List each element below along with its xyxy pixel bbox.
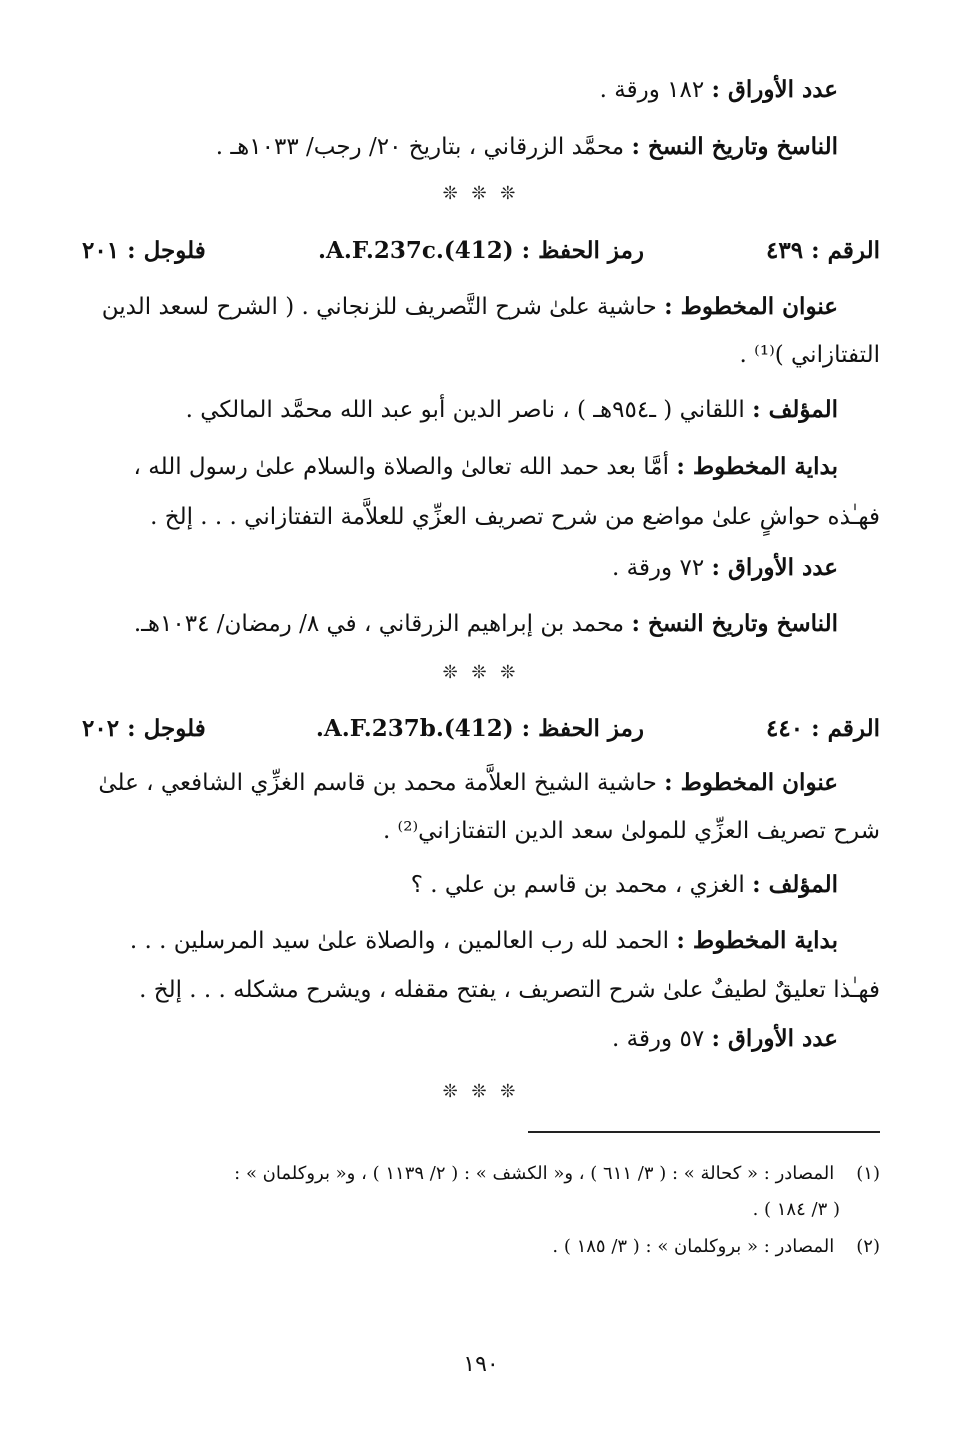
separator-stars: ❊ ❊ ❊ bbox=[442, 183, 520, 204]
footnote-number: (٢) bbox=[856, 1236, 880, 1257]
leaves-value: ٧٢ ورقة . bbox=[611, 555, 705, 581]
beginning-line bbox=[82, 450, 838, 484]
beginning-line bbox=[82, 924, 838, 958]
author-label: المؤلف : bbox=[752, 396, 838, 423]
footnote-2 bbox=[82, 1233, 880, 1261]
beginning-value: الحمد لله رب العالمين ، والصلاة علىٰ سيد المرسلين . . . bbox=[129, 928, 670, 954]
footnote-text: المصادر : « بروكلمان » : ( ٣/ ١٨٥ ) . bbox=[552, 1236, 835, 1257]
title-label: عنوان المخطوط : bbox=[664, 769, 838, 796]
title-line bbox=[82, 766, 838, 800]
beginning-label: بداية المخطوط : bbox=[676, 927, 838, 954]
leaves-value: ٥٧ ورقة . bbox=[611, 1026, 705, 1052]
title-value: حاشية الشيخ العلاَّمة محمد بن قاسم الغزِّي الشافعي ، علىٰ bbox=[98, 770, 657, 796]
title-continuation: شرح تصريف العزِّي للمولىٰ سعد الدين التفتازاني⁽²⁾ . bbox=[382, 818, 880, 844]
leaves-line bbox=[82, 1022, 838, 1056]
author-line bbox=[82, 868, 838, 902]
title-label: عنوان المخطوط : bbox=[664, 293, 838, 320]
copyist-line bbox=[82, 607, 838, 641]
title-line bbox=[82, 290, 838, 324]
beginning-continuation: فهـٰذا تعليقٌ لطيفٌ علىٰ شرح التصريف ، يفتح مقفله ، ويشرح مشكله . . . إلخ . bbox=[139, 977, 880, 1003]
footnote-number: (١) bbox=[856, 1163, 880, 1184]
fallujah-number: فلوجل : ٢٠١ bbox=[82, 237, 206, 264]
leaves-label: عدد الأوراق : bbox=[711, 76, 838, 103]
shelf-code: رمز الحفظ : A.F.237b.(412). bbox=[315, 715, 644, 742]
entry-number: الرقم : ٤٣٩ bbox=[766, 237, 880, 264]
footnote-1 bbox=[82, 1160, 880, 1188]
leaves-line bbox=[82, 551, 838, 585]
separator-stars: ❊ ❊ ❊ bbox=[442, 662, 520, 683]
author-line bbox=[82, 393, 838, 427]
copyist-line bbox=[82, 130, 838, 164]
beginning-value: أمَّا بعد حمد الله تعالىٰ والصلاة والسلام علىٰ رسول الله ، bbox=[133, 454, 670, 480]
copyist-label: الناسخ وتاريخ النسخ : bbox=[631, 133, 838, 160]
title-value: حاشية علىٰ شرح التَّصريف للزنجاني . ( الشرح لسعد الدين bbox=[101, 294, 657, 320]
leaves-value: ١٨٢ ورقة . bbox=[599, 77, 705, 103]
footnote-text: المصادر : « كحالة » : ( ٣/ ٦١١ ) ، و« الكشف » : ( ٢/ ١١٣٩ ) ، و« بروكلمان » : bbox=[234, 1163, 835, 1184]
copyist-value: محمد بن إبراهيم الزرقاني ، في ٨/ رمضان/ ١٠٣٤هـ. bbox=[133, 611, 625, 637]
page-number: ١٩٠ bbox=[463, 1352, 499, 1377]
title-continuation: التفتازاني )⁽¹⁾ . bbox=[739, 342, 880, 368]
leaves-label: عدد الأوراق : bbox=[711, 554, 838, 581]
fallujah-number: فلوجل : ٢٠٢ bbox=[82, 715, 206, 742]
copyist-label: الناسخ وتاريخ النسخ : bbox=[631, 610, 838, 637]
entry-number: الرقم : ٤٤٠ bbox=[766, 715, 880, 742]
author-value: الغزي ، محمد بن قاسم بن علي . ؟ bbox=[410, 872, 745, 898]
author-label: المؤلف : bbox=[752, 871, 838, 898]
leaves-line bbox=[82, 73, 838, 107]
author-value: اللقاني ( ـ٩٥٤هـ ) ، ناصر الدين أبو عبد الله محمَّد المالكي . bbox=[185, 397, 745, 423]
footnote-rule bbox=[528, 1131, 880, 1133]
shelf-code: رمز الحفظ : A.F.237c.(412). bbox=[317, 237, 644, 264]
beginning-label: بداية المخطوط : bbox=[676, 453, 838, 480]
entry-header-439 bbox=[82, 234, 880, 268]
beginning-continuation: فهـٰذه حواشٍ علىٰ مواضع من شرح تصريف العزِّي للعلاَّمة التفتازاني . . . إلخ . bbox=[150, 504, 880, 530]
leaves-label: عدد الأوراق : bbox=[711, 1025, 838, 1052]
footnote-1-continuation: ( ٣/ ١٨٤ ) . bbox=[752, 1199, 840, 1220]
copyist-value: محمَّد الزرقاني ، بتاريخ ٢٠/ رجب/ ١٠٣٣هـ . bbox=[215, 134, 625, 160]
separator-stars: ❊ ❊ ❊ bbox=[442, 1081, 520, 1102]
entry-header-440 bbox=[82, 712, 880, 746]
